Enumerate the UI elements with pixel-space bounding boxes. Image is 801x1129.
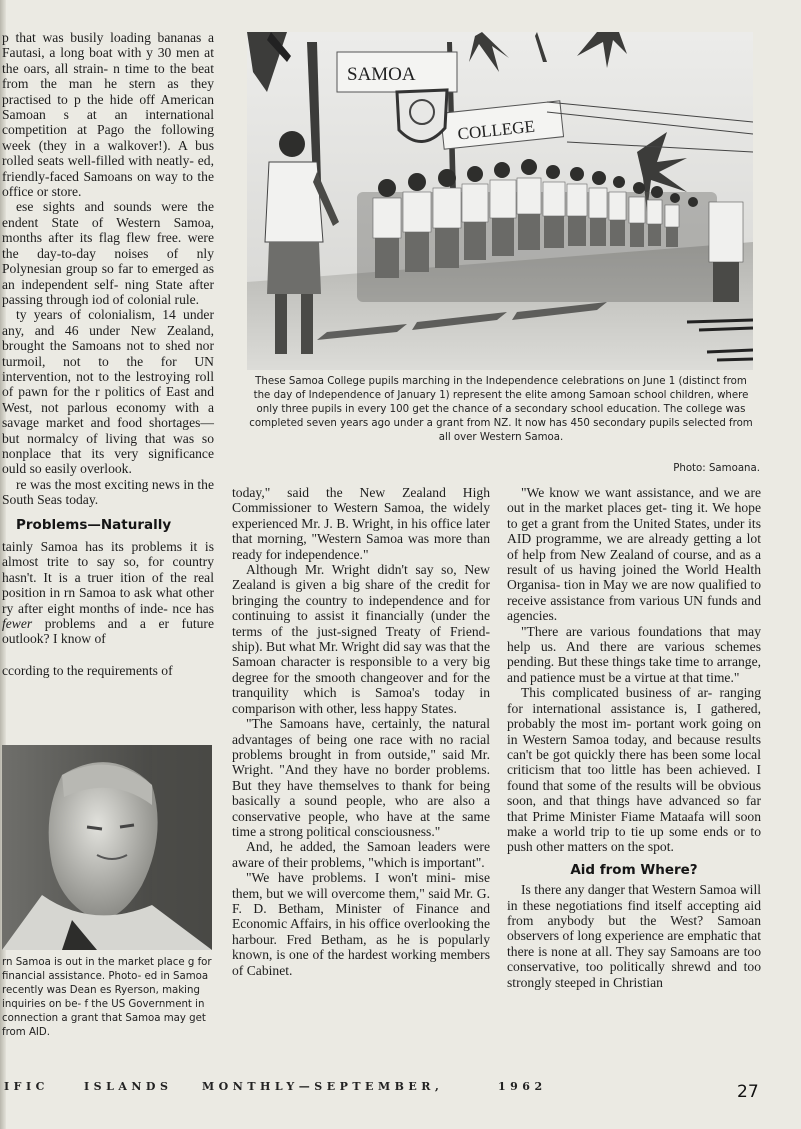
paragraph: And, he added, the Samoan leaders were aware of their problems, "which is important". xyxy=(232,839,490,870)
paragraph: ese sights and sounds were the endent State of Western Samoa, months after its flag flew free. were the day-to-day noises of nly Polynesian group so far to emerged as an independent self- ning State after passing through iod of colonial rule. xyxy=(2,199,214,307)
paragraph: re was the most exciting news in the South Seas today. xyxy=(2,476,214,508)
right-column xyxy=(507,485,761,990)
paragraph: "There are various foundations that may help us. And there are various schemes pending. But these things take time to arrange, and patience must be a virtue at that time." xyxy=(507,623,761,685)
footer-monthly: MONTHLY—SEPTEMBER, xyxy=(202,1080,444,1093)
photo-samoa-college-march xyxy=(247,32,753,370)
middle-column xyxy=(232,485,490,978)
subheading-aid-from-where: Aid from Where? xyxy=(570,861,698,878)
photo-dean-ryerson-image xyxy=(2,745,212,950)
footer-islands: ISLANDS xyxy=(84,1080,173,1093)
paragraph: ccording to the requirements of xyxy=(2,662,173,678)
photo-caption: These Samoa College pupils marching in the Independence celebrations on June 1 (distinct from the day of Independence of January 1) represent the elite among Samoan school children, where only three pupils in every 100 get the chance of a secondary school education. The college was completed seven years ago under a grant from NZ. It now has 450 secondary pupils selected from all over Western Samoa. xyxy=(249,376,753,443)
paragraph: Although Mr. Wright didn't say so, New Zealand is given a big share of the credit for bringing the country to independence and for continuing to assist it financially (under the terms of the just-signed Treaty of Friend- ship). But what Mr. Wright did say was that the Samoan character is responsible to a very big degree for the smooth changeover and for the tranquility which is Samoa's today in comparison with other, less happy States. xyxy=(232,562,490,716)
footer-pacific: IFIC xyxy=(4,1080,49,1093)
portrait-caption: rn Samoa is out in the market place g for financial assistance. Photo- ed in Samoa recently was Dean es Ryerson, making inquiries on be- f the US Government in connection a grant that Samoa may get from AID. xyxy=(2,957,212,1038)
paragraph: "The Samoans have, certainly, the natural advantages of being one race with no racial problems brought in from outside," said Mr. Wright. "And they have no border problems. But they have themselves to thank for being basically a sound people, who are also a conservative people, who have at the same time a strong political consciousness." xyxy=(232,716,490,839)
subheading-problems: Problems—Naturally xyxy=(16,516,172,533)
footer-year: 1962 xyxy=(498,1080,547,1093)
photo-samoa-college-march-image xyxy=(247,32,753,370)
paragraph: ty years of colonialism, 14 under any, and 46 under New Zealand, brought the Samoans not to shed nor turmoil, not to the for UN intervention, not to the lestroying roll of pawn for the r politics of East and West, not parlous economy with a savage market and food shortages—but normalcy of living that was so nonplace that its very significance ould so easily overlook. xyxy=(2,307,214,477)
page-footer xyxy=(0,1080,801,1110)
paragraph: Is there any danger that Western Samoa will in these negotiations find itself accepting aid from anybody but the West? Samoan observers of long experience are emphatic that there is none at all. They say Samoans are too conservative, too politically shrewd and too strongly steeped in Christian xyxy=(507,882,761,990)
sign-text-college: COLLEGE xyxy=(456,116,536,144)
paragraph: tainly Samoa has its problems it is almost trite to say so, for country hasn't. It is a truer ition of the real position in rn Samoa to ask what other ry after eight months of inde- nce has fewer problems and a er future outlook? I know of xyxy=(2,539,214,647)
photo-dean-ryerson xyxy=(2,745,212,950)
emphasis-fewer: fewer xyxy=(2,616,33,632)
paragraph: today," said the New Zealand High Commissioner to Western Samoa, the widely experienced Mr. J. B. Wright, in his office later that morning, "Western Samoa was more than ready for independence." xyxy=(232,485,490,562)
paragraph: This complicated business of ar- ranging for international assistance is, I gathered, probably the most im- portant work going on in Western Samoa today, and because results can't be got quickly there has been some local criticism that too little has been achieved. I found that some of the results will be obvious soon, and that things have advanced so far that Prime Minister Fiame Mataafa will soon make a world trip to tie up some ends or to push other matters on the spot. xyxy=(507,685,761,855)
paragraph: p that was busily loading bananas a Fautasi, a long boat with y 30 men at the oars, all strain- n time to the beat from the man he stern as they practised to p the hide off American Samoan s at an international competition at Pago the following week (they in a walkover!). A bus rolled seats well-filled with neatly- ed, friendly-faced Samoans on way to the office or store. xyxy=(2,30,214,200)
paragraph: "We have problems. I won't mini- mise them, but we will overcome them," said Mr. G. F. D. Betham, Minister of Finance and Economic Affairs, in his office overlooking the harbour. Fred Betham, as he is popularly known, is one of the hardest working members of Cabinet. xyxy=(232,870,490,978)
page-number: 27 xyxy=(737,1082,759,1102)
left-column xyxy=(2,30,214,678)
photo-credit: Photo: Samoana. xyxy=(673,463,760,474)
sign-text-samoa: SAMOA xyxy=(347,64,416,85)
paragraph: "We know we want assistance, and we are out in the market places get- ting it. We hope to get a grant from the United States, under its AID programme, we are already getting a lot of help from New Zealand of course, and as a result of us having joined the World Health Organisa- tion in May we are now qualified to receive assistance from various UN funds and agencies. xyxy=(507,485,761,624)
